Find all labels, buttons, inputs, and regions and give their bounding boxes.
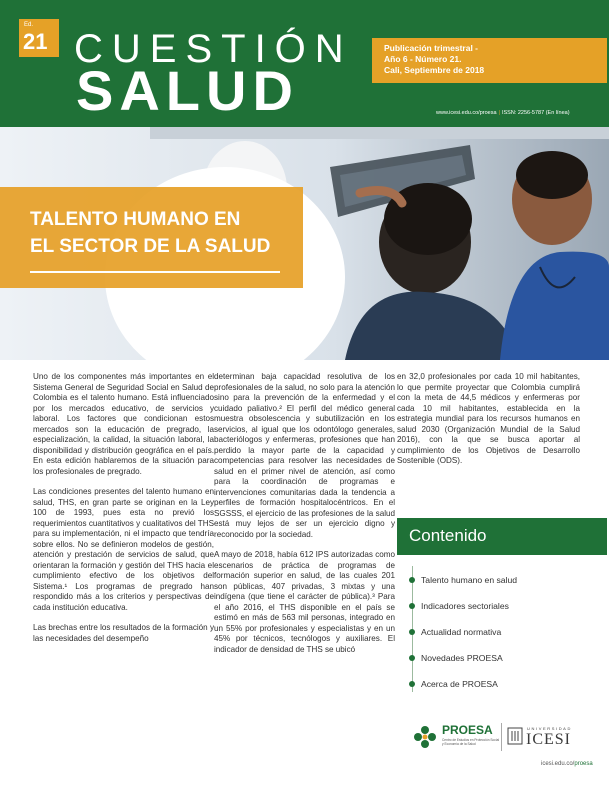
body-column-2 [214, 372, 395, 665]
footer-logos [410, 717, 600, 757]
paragraph: Las brechas entre los resultados de la formación y las necesidades del desempeño [33, 623, 214, 643]
paragraph: determinan baja capacidad resolutiva de los profesionales de la salud, no solo para la atención sino para la prevención de la enfermedad y el cuidado paliativo.² El perfil del médico general muestra obsolescencia y subutilización en los servicios, al igual que los odontólogo generales, bacteriólogos y enfermeras, profesiones que han perdido la mayor parte de la capacidad y competencias para resolver las necesidades de salud en el primer nivel de atención, así como para la coordinación de programas e intervenciones comunitarias dada la tendencia a perfiles de formación hospitalocéntricos. En el SGSSS, el ejercicio de las profesiones de la salud está muy lejos de ser un ejercicio digno y reconocido por la sociedad. [214, 372, 395, 539]
contents-box [397, 518, 607, 701]
proesa-logo-icon [412, 724, 438, 750]
issn-text: ISSN: 2256-5787 (En línea) [501, 110, 570, 116]
edition-badge [19, 19, 59, 57]
bullet-icon [409, 681, 415, 687]
article-title-line2: EL SECTOR DE LA SALUD [30, 236, 271, 257]
header-url-line: www.icesi.edu.co/proesa | ISSN: 2256-5787 (En línea) [436, 110, 570, 116]
footer-url-main: icesi.edu.co/ [541, 761, 575, 767]
masthead-title-line2: SALUD [76, 59, 299, 122]
contents-item-label: Acerca de PROESA [421, 679, 498, 689]
publication-frequency: Publicación trimestral - [384, 43, 478, 53]
icesi-logo-text: ICESI [526, 731, 571, 748]
logo-divider [501, 723, 502, 751]
article-title-line1: TALENTO HUMANO EN [30, 209, 241, 230]
footer-url-tail: proesa [574, 761, 593, 767]
bullet-icon [409, 577, 415, 583]
contents-item-label: Indicadores sectoriales [421, 601, 509, 611]
paragraph: A mayo de 2018, había 612 IPS autorizadas como escenarios de práctica de programas de formación superior en salud, de las cuales 201 son públicas, 407 privadas, 3 mixtas y una indígena (que tiene el carácter de pública).³ Para el año 2016, el THS disponible en el país se estimó en más de 563 mil personas, integrado en un 55% por profesionales y especialistas y en un 45% por técnicos, tecnólogos y auxiliares. El indicador de densidad de THS se ubicó [214, 550, 395, 654]
paragraph: Las condiciones presentes del talento humano en salud, THS, en gran parte se originan en la Ley 100 de 1993, pues esta no previó los requerimientos cuantitativos y cualitativos del THS para su implementación, ni el impacto que tendría sobre ellos. No se definieron modelos de gestión, atención y prestación de servicios de salud, que orientaran la formación y gestión del THS hacia el cumplimiento efectivo de los objetivos del Sistema.¹ Los programas de pregrado han respondido más a los criterios y perspectivas de cada institución educativa. [33, 487, 214, 612]
bullet-icon [409, 655, 415, 661]
publication-date: Cali, Septiembre de 2018 [384, 65, 485, 75]
masthead-title-line1: CUESTIÓN [74, 27, 353, 71]
icesi-logo-university: UNIVERSIDAD [527, 726, 572, 731]
bullet-icon [409, 629, 415, 635]
masthead [0, 0, 609, 127]
edition-number: 21 [23, 29, 48, 54]
publication-volume: Año 6 - Número 21. [384, 54, 462, 64]
paragraph: en 32,0 profesionales por cada 10 mil habitantes, lo que permite proyectar que Colombia cumplirá con la meta de 44,5 médicos y enfermeras por cada 10 mil habitantes, establecida en la estrategia mundial para los recursos humanos en salud 2030 (Organización Mundial de la Salud 2016), con la que se busca aportar al cumplimiento de los Objetivos de Desarrollo Sostenible (ODS). [397, 372, 580, 465]
edition-label: Ed. [24, 22, 34, 28]
icesi-logo-icon [507, 726, 523, 746]
paragraph: Uno de los componentes más importantes en el Sistema General de Seguridad Social en Salud de Colombia es el talento humano. Está influenciado por los mercados educativo, de servicios y laboral. Los factores que condicionan estos mercados son la educación de pregrado, la especialización, la calidad, la situación laboral, la disponibilidad y distribución geográfica en el país. En esta edición hablaremos de la situación para los profesionales de pregrado. [33, 372, 214, 476]
website-link[interactable]: www.icesi.edu.co/proesa [436, 110, 497, 116]
title-divider [30, 271, 280, 273]
proesa-logo-text: PROESA [442, 723, 493, 737]
proesa-logo-subtitle: Centro de Estudios en Protección Social y Economía de la Salud [442, 738, 500, 746]
contents-item-label: Actualidad normativa [421, 627, 502, 637]
bullet-icon [409, 603, 415, 609]
publication-info-box [372, 38, 607, 83]
body-column-3 [397, 372, 580, 477]
footer-url[interactable] [541, 761, 593, 767]
body-column-1 [33, 372, 214, 654]
contents-item-label: Talento humano en salud [421, 575, 518, 585]
contents-item-label: Novedades PROESA [421, 653, 503, 663]
contents-heading: Contenido [397, 518, 607, 555]
